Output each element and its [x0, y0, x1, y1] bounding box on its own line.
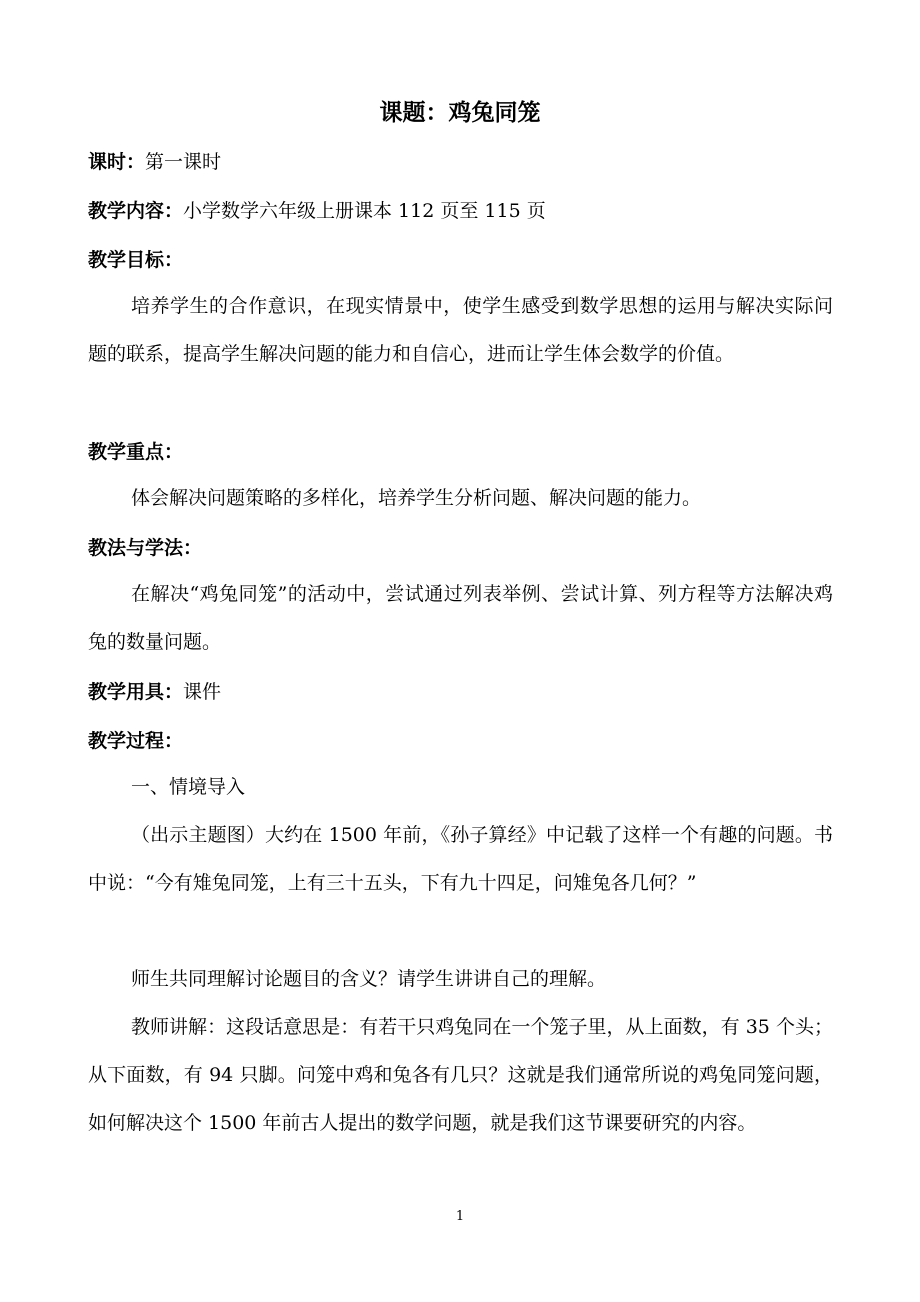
key-points-label: 教学重点：	[88, 441, 184, 463]
methods-heading	[88, 534, 202, 562]
key-points-heading	[88, 438, 183, 466]
process-paragraph-1: （出示主题图）大约在 1500 年前，《孙子算经》中记载了这样一个有趣的问题。书中说：“今有雉兔同笼，上有三十五头，下有九十四足，问雉兔各几何？”	[88, 824, 833, 894]
teaching-objectives-label: 教学目标：	[88, 249, 184, 271]
section1-heading: 一、情境导入	[131, 776, 246, 798]
lesson-period-label: 课时：	[88, 151, 146, 173]
methods-text: 在解决“鸡兔同笼”的活动中，尝试通过列表举例、尝试计算、列方程等方法解决鸡兔的数量问题。	[88, 583, 833, 653]
key-points-text: 体会解决问题策略的多样化，培养学生分析问题、解决问题的能力。	[131, 487, 702, 509]
teaching-content-value: 小学数学六年级上册课本 112 页至 115 页	[183, 200, 546, 222]
document-title: 课题：鸡兔同笼	[379, 99, 541, 126]
page-number: 1	[455, 1209, 465, 1224]
teaching-process-label: 教学过程：	[88, 730, 184, 752]
lesson-period-row	[88, 148, 221, 176]
lesson-period-value: 第一课时	[145, 151, 222, 173]
teaching-content-row	[88, 197, 546, 225]
teaching-content-label: 教学内容：	[88, 200, 184, 222]
teaching-tools-label: 教学用具：	[88, 681, 184, 703]
teaching-objectives-heading	[88, 246, 183, 274]
teaching-objectives-text: 培养学生的合作意识，在现实情景中，使学生感受到数学思想的运用与解决实际问题的联系，提高学生解决问题的能力和自信心，进而让学生体会数学的价值。	[88, 295, 833, 365]
teaching-tools-value: 课件	[183, 681, 222, 703]
process-paragraph-3: 教师讲解：这段话意思是：有若干只鸡兔同在一个笼子里，从上面数，有 35 个头；从下面数，有 94 只脚。问笼中鸡和兔各有几只？这就是我们通常所说的鸡兔同笼问题，如何解决这个 1500 年前古人提出的数学问题，就是我们这节课要研究的内容。	[88, 1016, 833, 1134]
teaching-tools-row	[88, 678, 221, 706]
methods-label: 教法与学法：	[88, 537, 203, 559]
process-paragraph-2: 师生共同理解讨论题目的含义？请学生讲讲自己的理解。	[131, 968, 607, 990]
teaching-process-heading	[88, 727, 183, 755]
